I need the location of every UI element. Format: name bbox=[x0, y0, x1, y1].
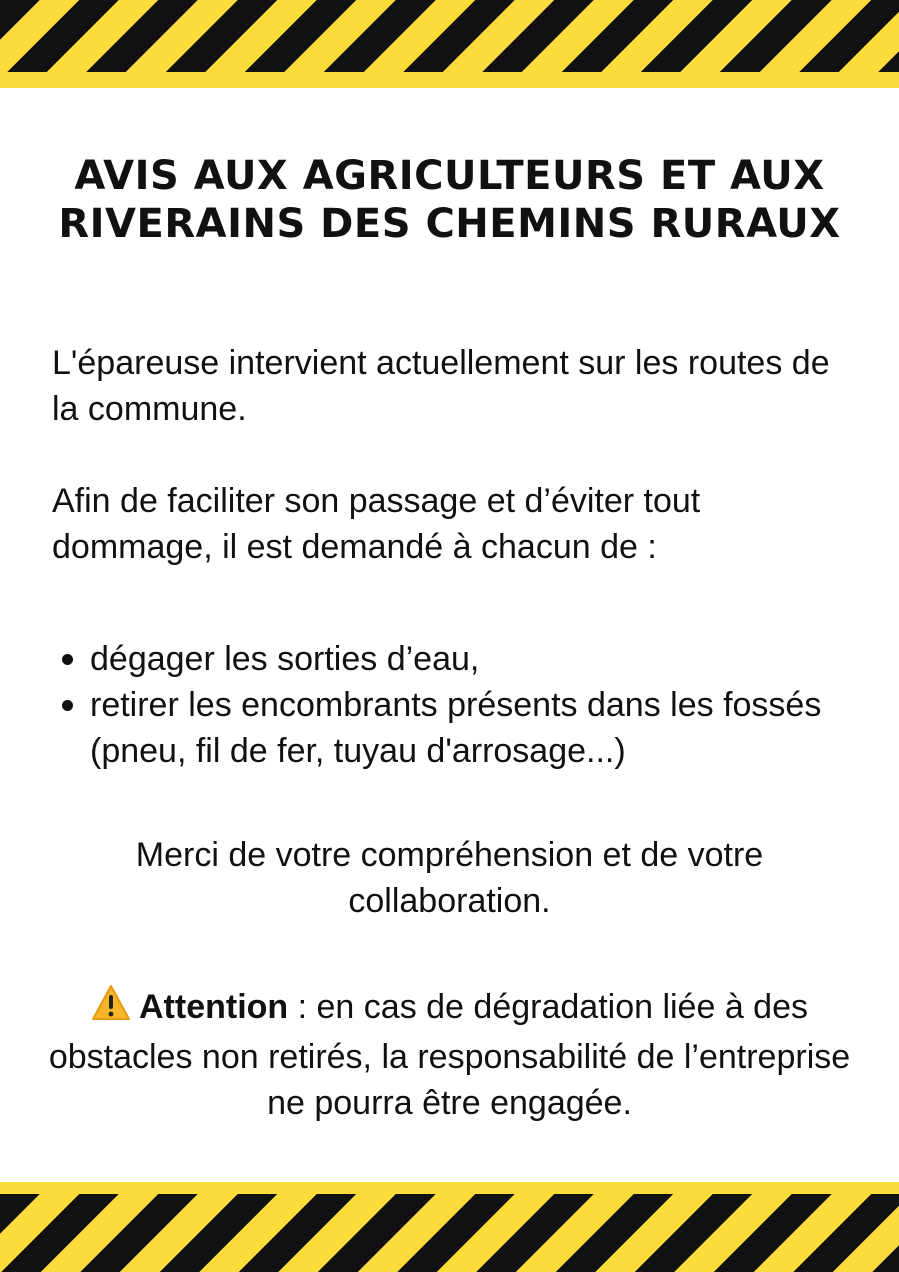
warning-triangle-icon bbox=[91, 984, 131, 1034]
warning-text: : en cas de dégradation liée à des obstacles non retirés, la responsabilité de l’entreprise ne pourra être engagée. bbox=[48, 988, 851, 1122]
hazard-stripe-edge bbox=[0, 72, 899, 88]
notice-title: AVIS AUX AGRICULTEURS ET AUX RIVERAINS DES CHEMINS RURAUX bbox=[58, 153, 841, 247]
intro-paragraph: L'épareuse intervient actuellement sur les routes de la commune. bbox=[52, 344, 830, 428]
attention-label: Attention bbox=[139, 988, 289, 1026]
hazard-stripe-edge bbox=[0, 1182, 899, 1194]
bullet-dot-icon bbox=[62, 654, 73, 665]
bullet-dot-icon bbox=[62, 700, 73, 711]
request-list bbox=[52, 636, 852, 774]
thanks-message: Merci de votre compréhension et de votre collaboration. bbox=[135, 836, 764, 920]
list-item bbox=[52, 636, 852, 682]
list-item-text: dégager les sorties d’eau, bbox=[90, 640, 480, 678]
hazard-stripe-bottom bbox=[0, 1182, 899, 1272]
list-item-text: retirer les encombrants présents dans les fossés (pneu, fil de fer, tuyau d'arrosage...) bbox=[90, 686, 822, 770]
hazard-stripe-top bbox=[0, 0, 899, 90]
hazard-stripes bbox=[0, 0, 899, 72]
hazard-stripes bbox=[0, 1194, 899, 1272]
warning-message bbox=[30, 984, 869, 1126]
request-paragraph: Afin de faciliter son passage et d’éviter tout dommage, il est demandé à chacun de : bbox=[52, 482, 701, 566]
list-item bbox=[52, 682, 852, 774]
